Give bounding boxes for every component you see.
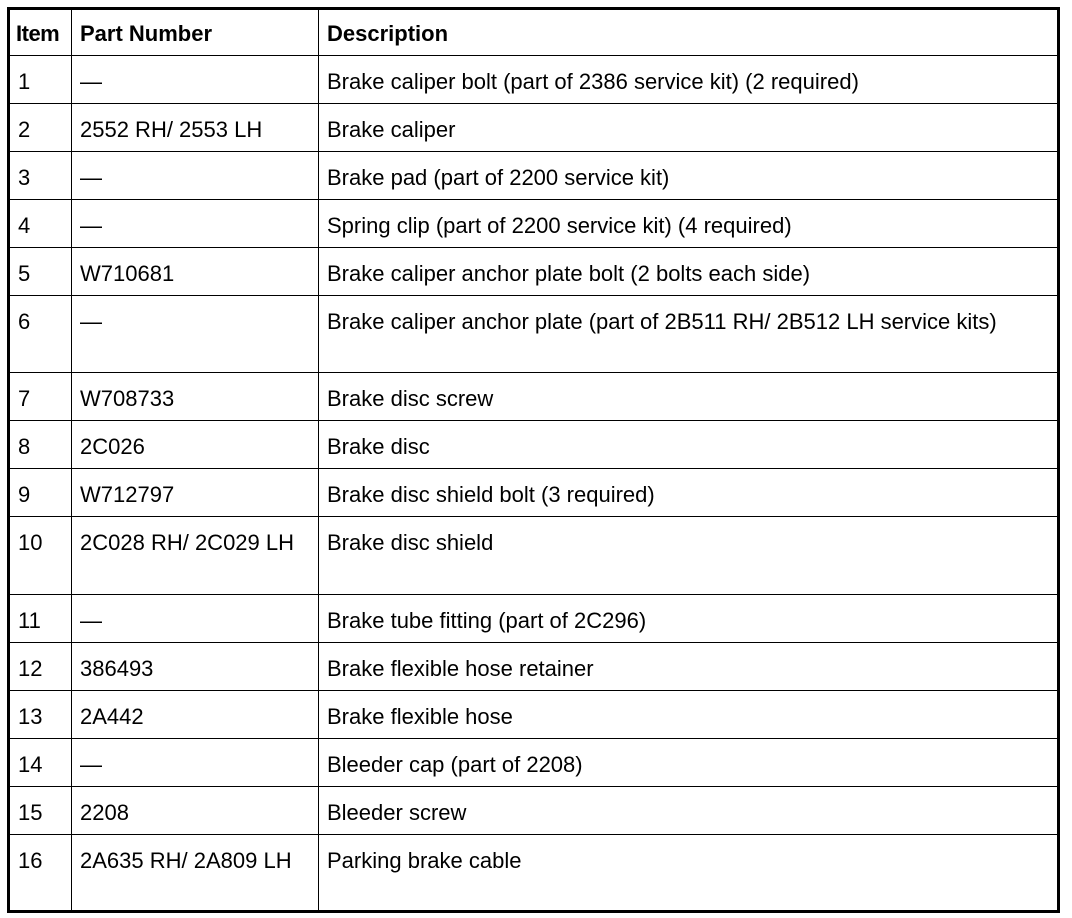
part-number-cell: W710681 [72,248,319,296]
item-cell: 15 [9,786,72,834]
header-item: Item [9,9,72,56]
table-row [9,373,1059,421]
description-cell: Brake tube fitting (part of 2C296) [319,594,1059,642]
item-cell: 6 [9,296,72,373]
item-cell: 1 [9,56,72,104]
part-number-cell: — [72,56,319,104]
part-number-cell: 2552 RH/ 2553 LH [72,104,319,152]
item-cell: 8 [9,421,72,469]
table-row [9,690,1059,738]
table-row [9,296,1059,373]
part-number-cell: 2A442 [72,690,319,738]
description-cell: Brake caliper bolt (part of 2386 service kit) (2 required) [319,56,1059,104]
table-row [9,56,1059,104]
description-cell: Brake caliper anchor plate (part of 2B511 RH/ 2B512 LH service kits) [319,296,1059,373]
item-cell: 12 [9,642,72,690]
item-cell: 13 [9,690,72,738]
item-cell: 9 [9,469,72,517]
part-number-cell: 386493 [72,642,319,690]
part-number-cell: — [72,594,319,642]
part-number-cell: — [72,200,319,248]
part-number-cell: W708733 [72,373,319,421]
description-cell: Brake disc shield bolt (3 required) [319,469,1059,517]
parts-body [9,56,1059,912]
header-description: Description [319,9,1059,56]
item-cell: 11 [9,594,72,642]
item-cell: 7 [9,373,72,421]
description-cell: Bleeder cap (part of 2208) [319,738,1059,786]
table-row [9,786,1059,834]
header-row [9,9,1059,56]
part-number-cell: 2208 [72,786,319,834]
description-cell: Spring clip (part of 2200 service kit) (4 required) [319,200,1059,248]
description-cell: Parking brake cable [319,834,1059,911]
description-cell: Brake flexible hose retainer [319,642,1059,690]
table-row [9,152,1059,200]
part-number-cell: — [72,738,319,786]
table-row [9,642,1059,690]
item-cell: 4 [9,200,72,248]
item-cell: 5 [9,248,72,296]
part-number-cell: 2C026 [72,421,319,469]
description-cell: Brake caliper anchor plate bolt (2 bolts each side) [319,248,1059,296]
description-cell: Bleeder screw [319,786,1059,834]
part-number-cell: 2A635 RH/ 2A809 LH [72,834,319,911]
table-row [9,104,1059,152]
part-number-cell: — [72,296,319,373]
item-cell: 14 [9,738,72,786]
description-cell: Brake caliper [319,104,1059,152]
header-part-number: Part Number [72,9,319,56]
item-cell: 3 [9,152,72,200]
description-cell: Brake flexible hose [319,690,1059,738]
item-cell: 2 [9,104,72,152]
parts-table [7,7,1060,913]
description-cell: Brake disc shield [319,517,1059,594]
item-cell: 10 [9,517,72,594]
table-row [9,200,1059,248]
table-row [9,517,1059,594]
item-cell: 16 [9,834,72,911]
table-row [9,738,1059,786]
description-cell: Brake disc [319,421,1059,469]
table-row [9,834,1059,911]
description-cell: Brake disc screw [319,373,1059,421]
table-row [9,594,1059,642]
table-row [9,248,1059,296]
table-row [9,421,1059,469]
part-number-cell: W712797 [72,469,319,517]
part-number-cell: — [72,152,319,200]
table-row [9,469,1059,517]
description-cell: Brake pad (part of 2200 service kit) [319,152,1059,200]
part-number-cell: 2C028 RH/ 2C029 LH [72,517,319,594]
